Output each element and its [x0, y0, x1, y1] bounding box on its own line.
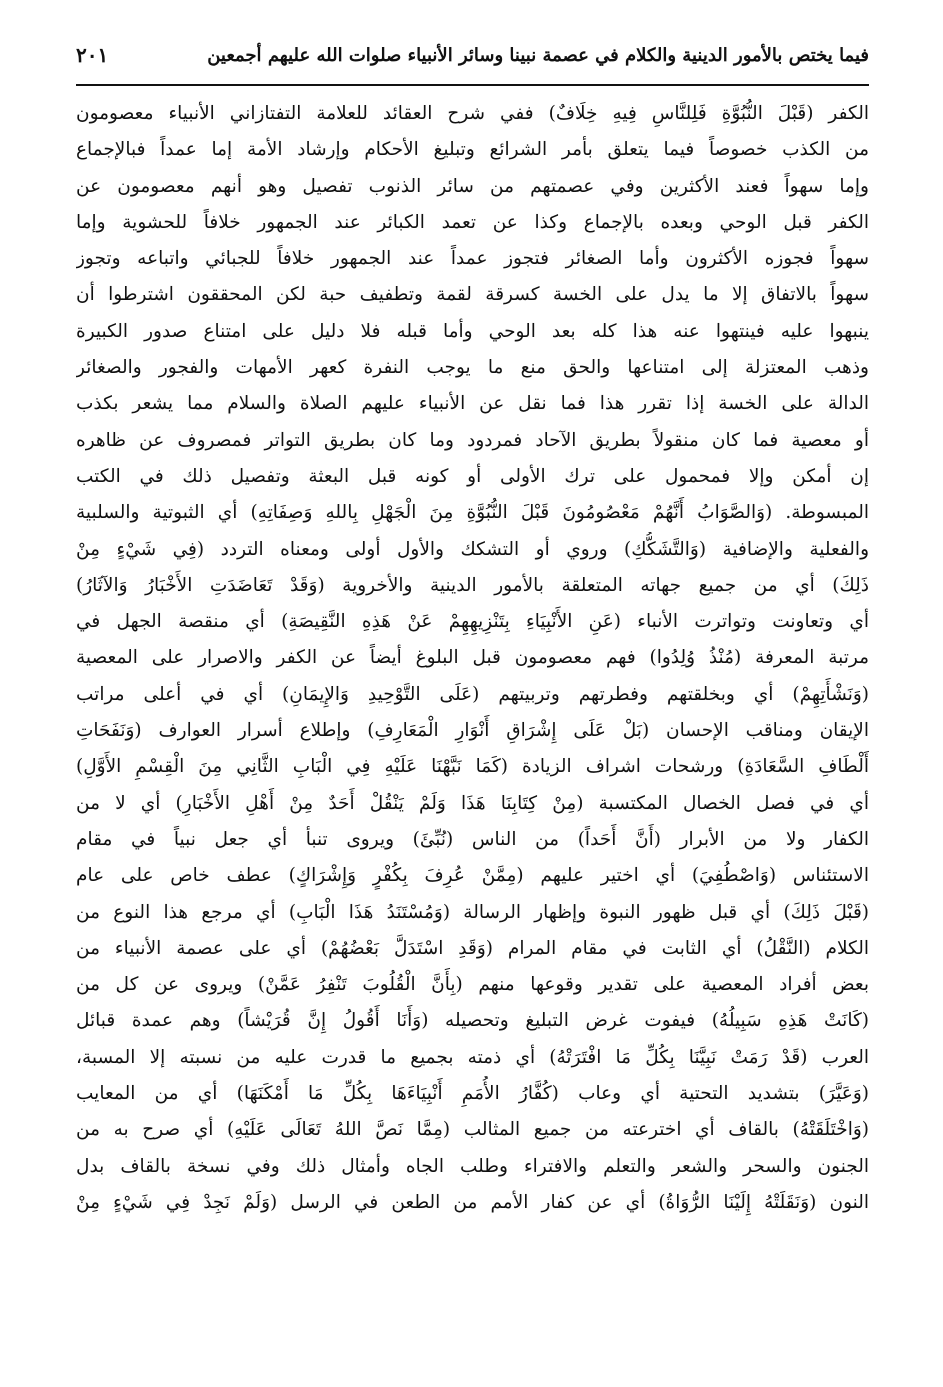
- text-line: سهواً بالاتفاق إلا ما يدل على الخسة كسرقة لقمة وتطفيف حبة لكن المحققون اشترطوا أن: [76, 284, 869, 306]
- text-line: ذَلِكَ) أي من جميع جهاته المتعلقة بالأمور الدينية والأخروية (وَقَدْ تَعَاضَدَتِ الأَخْبَارُ وَالآثَارُ): [76, 574, 869, 596]
- text-line: أَلْطَافِ السَّعَادَةِ) ورشحات اشراف الزيادة (كَمَا نَبَّهْنَا عَلَيْهِ فِي الْبَابِ الثَّانِي مِنَ الْقِسْمِ الأَوَّلِ): [76, 756, 869, 778]
- text-line: الكفر (قَبْلَ النُّبُوَّةِ فَلِلنَّاسِ فِيهِ خِلَافٌ) ففي شرح العقائد للعلامة التفتازاني الأنبياء معصومون: [76, 103, 869, 124]
- text-line: والفعلية والإضافية (وَالتَّشَكُّكِ) وروي أو التشكك والأول أولى ومعناه التردد (فِي شَيْءٍ مِنْ: [76, 538, 869, 560]
- text-line: المبسوطة. (وَالصَّوَابُ أَنَّهُمْ مَعْصُومُونَ قَبْلَ النُّبُوَّةِ مِنَ الْجَهْلِ بِاللهِ وَصِفَاتِهِ) أي الثبوتية والسلبية: [76, 502, 869, 524]
- text-line: الكفار ولا من الأبرار (أَنَّ أَحَداً) من الناس (نُبِّئَ) ويروى تنبأ أي جعل نبياً في مقام: [76, 828, 869, 850]
- text-line: (كَانَتْ هَذِهِ سَبِيلُهُ) فيفوت غرض التبليغ وتحصيله (وَأَنَا أَقُولُ إِنَّ قُرَيْشاً) وهم عمدة قبائل: [76, 1010, 869, 1032]
- page-number: ٢٠١: [76, 43, 109, 67]
- text-line: أو معصية فما كان منقولاً بطريق الآحاد فمردود وما كان بطريق التواتر فمصروف عن ظاهره: [76, 429, 869, 451]
- text-line: مرتبة المعرفة (مُنْذُ وُلِدُوا) فهم معصومون قبل البلوغ أيضاً عن الكفر والاصرار على المعصية: [76, 647, 869, 669]
- text-line: الكفر قبل الوحي وبعده بالإجماع وكذا عن تعمد الكبائر عند الجمهور خلافاً للحشوية وإما: [76, 211, 869, 233]
- text-line: الإيقان ومناقب الإحسان (بَلْ عَلَى إِشْرَاقِ أَنْوَارِ الْمَعَارِفِ) وإطلاع أسرار العوارف (وَنَفَحَاتِ: [76, 720, 869, 742]
- page-header: [76, 30, 869, 86]
- text-line: أي في فصل الخصال المكتسبة (مِنْ كِتَابِنَا هَذَا وَلَمْ يَنْقُلْ أَحَدٌ مِنْ أَهْلِ الأَخْبَارِ) أي لا من: [76, 792, 869, 814]
- running-title: فيما يختص بالأمور الدينية والكلام في عصمة نبينا وسائر الأنبياء صلوات الله عليهم أجمعين: [207, 44, 869, 66]
- text-line: ينبهوا عليه فينتهوا عنه هذا كله بعد الوحي وأما قبله فلا دليل على امتناع صدور الكبيرة: [76, 320, 869, 342]
- text-line: بعض أفراد المعصية على تقدير وقوعها منهم (بِأَنَّ الْقُلُوبَ تَنْفِرُ عَمَّنْ) ويروى عن كل من: [76, 974, 869, 996]
- text-line: أي وتعاونت وتواترت الأنباء (عَنِ الأَنْبِيَاءِ بِتَنْزِيهِهِمْ عَنْ هَذِهِ النَّقِيصَةِ) أي منقصة الجهل في: [76, 611, 869, 633]
- text-line: وذهب المعتزلة إلى امتناعها والحق منع ما يوجب النفرة كعهر الأمهات والفجور والصغائر: [76, 357, 869, 379]
- text-line: من الكذب خصوصاً فيما يتعلق بأمر الشرائع وتبليغ الأحكام وإرشاد الأمة إما عمداً فبالإجماع: [76, 139, 869, 161]
- text-line: سهواً فجوزه الأكثرون وأما الصغائر فتجوز عمداً عند الجمهور خلافاً للجبائي واتباعه وتجوز: [76, 248, 869, 270]
- text-line: (وَاخْتَلَقَتْهُ) بالقاف أي اخترعته من جميع المثالب (مِمَّا نَصَّ اللهُ تَعَالَى عَلَيْهِ) أي صرح به من: [76, 1119, 869, 1141]
- text-line: وإما سهواً فعند الأكثرين وفي عصمتهم من سائر الذنوب تفصيل وهو أنهم معصومون عن: [76, 175, 869, 197]
- text-line: العرب (قَدْ رَمَتْ نَبِيَّنَا بِكُلِّ مَا افْتَرَتْهُ) أي ذمته بجميع ما قدرت عليه من نسبته إلا المسبة،: [76, 1046, 869, 1068]
- text-line: الكلام (النَّقْلُ) أي الثابت في مقام المرام (وَقَدِ اسْتَدَلَّ بَعْضُهُمْ) أي على عصمة الأنبياء من: [76, 937, 869, 959]
- text-line: (وَنَشْأَتِهِمْ) أي وبخلقتهم وفطرتهم وتربيتهم (عَلَى التَّوْحِيدِ وَالإِيمَانِ) أي في أعلى مراتب: [76, 683, 869, 705]
- text-line: النون (وَنَقَلَتْهُ إِلَيْنَا الرُّوَاةُ) أي عن كفار الأمم من الطعن في الرسل (وَلَمْ نَجِدْ فِي شَيْءٍ مِنْ: [76, 1191, 869, 1213]
- text-line: (وَعَيَّرَ) بتشديد التحتية أي وعاب (كُفَّارُ الأُمَمِ أَنْبِيَاءَهَا بِكُلِّ مَا أَمْكَنَهَا) أي من المعايب: [76, 1083, 869, 1105]
- text-body: [76, 96, 869, 1221]
- text-line: إن أمكن وإلا فمحمول على ترك الأولى أو كونه قبل البعثة وتفصيل ذلك في الكتب: [76, 465, 869, 487]
- text-line: الاستئناس (وَاصْطُفِيَ) أي اختير عليهم (مِمَّنْ عُرِفَ بِكُفْرٍ وَإِشْرَاكٍ) عطف خاص على عام: [76, 865, 869, 887]
- text-line: الجنون والسحر والشعر والتعلم والافتراء وطلب الجاه وأمثال ذلك وفي نسخة بالقاف بدل: [76, 1155, 869, 1177]
- book-page: [76, 30, 869, 1367]
- text-line: (قَبْلَ ذَلِكَ) أي قبل ظهور النبوة وإظهار الرسالة (وَمُسْتَنَدُ هَذَا الْبَابِ) أي مرجع هذا النوع من: [76, 901, 869, 923]
- text-line: الدالة على الخسة إذا تقرر هذا فما نقل عن الأنبياء عليهم الصلاة والسلام مما يشعر بكذب: [76, 393, 869, 415]
